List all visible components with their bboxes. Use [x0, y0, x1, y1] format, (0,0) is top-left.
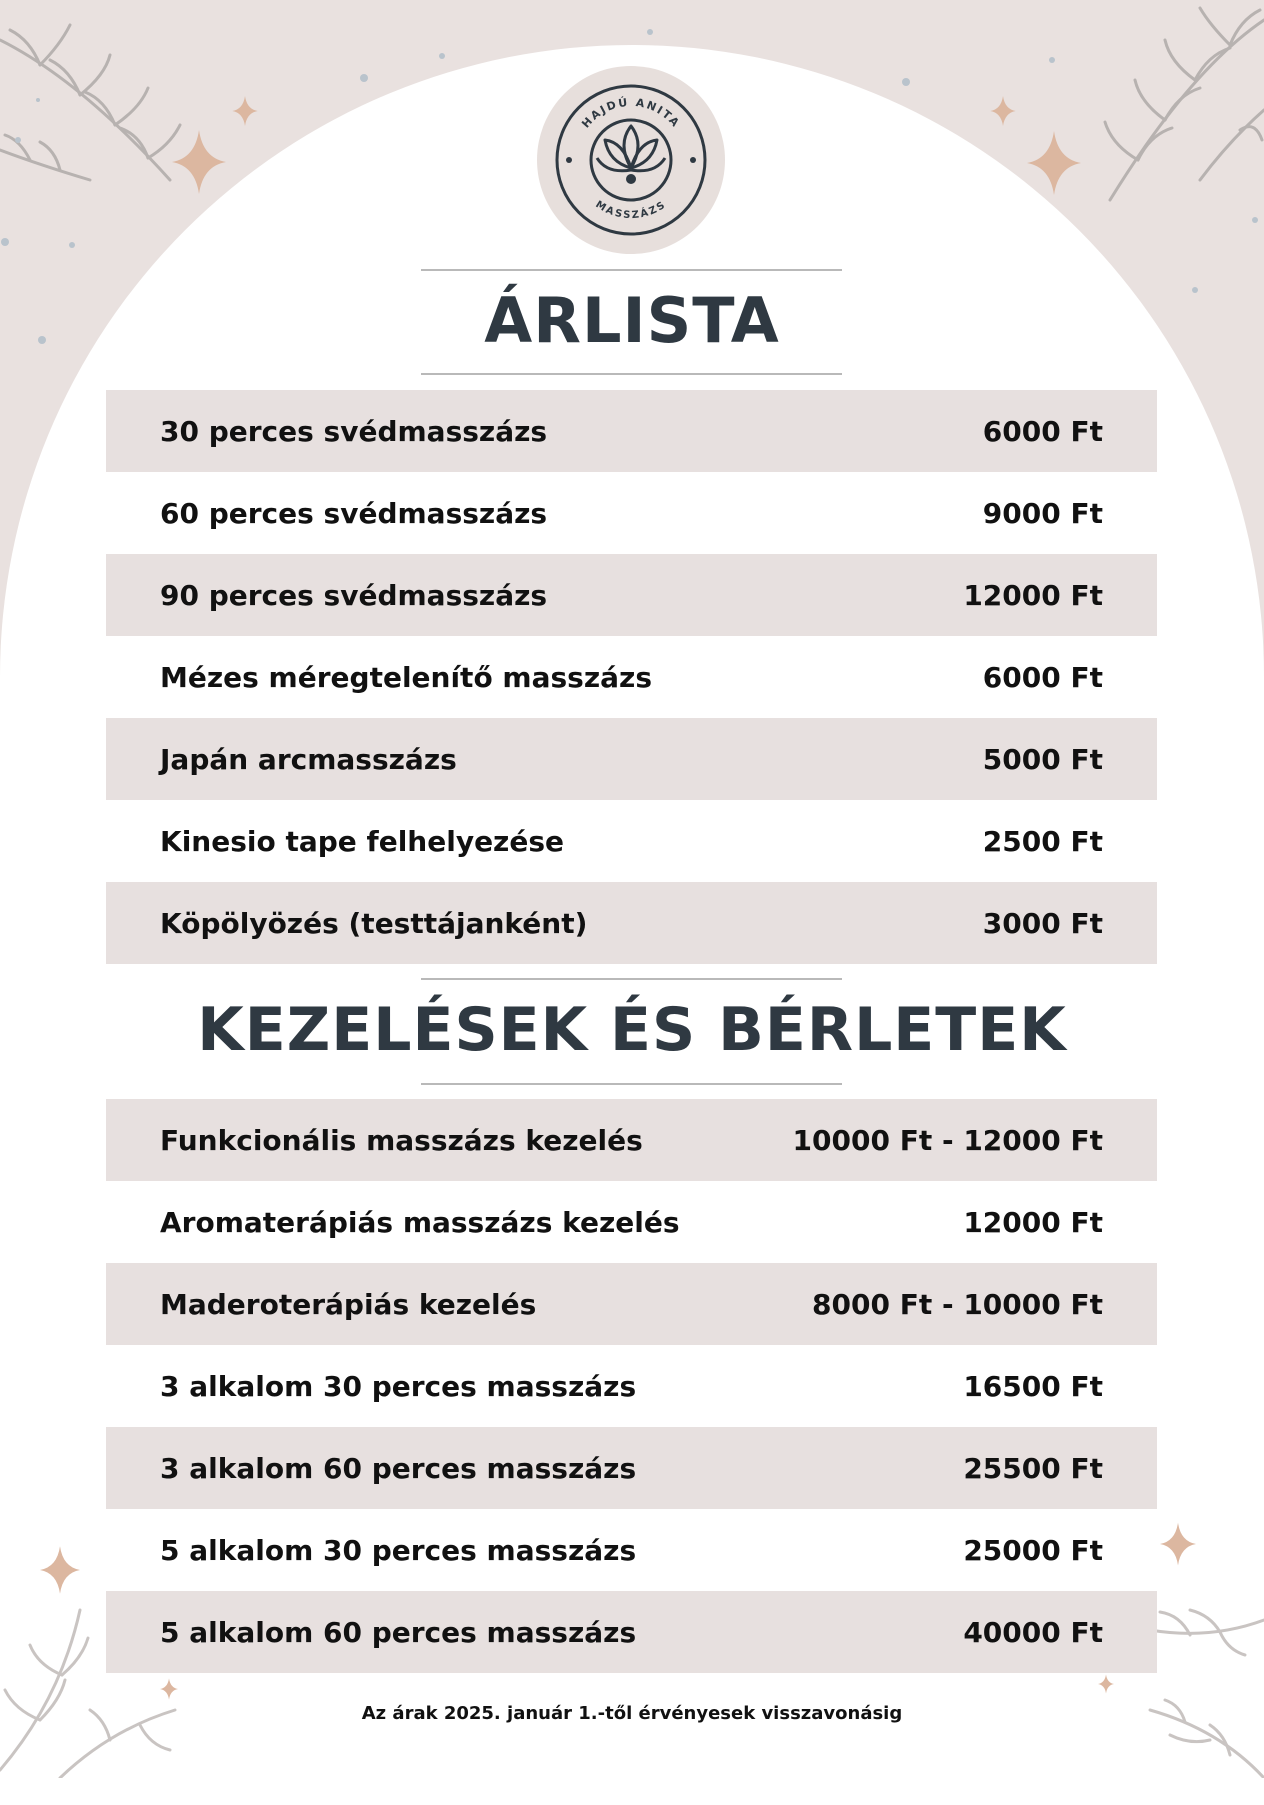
service-price: 2500 Ft — [982, 824, 1103, 858]
service-price: 9000 Ft — [982, 496, 1103, 530]
service-name: 5 alkalom 60 perces masszázs — [160, 1615, 637, 1649]
service-name: Japán arcmasszázs — [160, 742, 457, 776]
title-rule-bottom — [421, 1083, 842, 1085]
service-name: 90 perces svédmasszázs — [160, 578, 548, 612]
service-name: Mézes méregtelenítő masszázs — [160, 660, 652, 694]
price-row — [106, 1509, 1157, 1591]
price-row — [106, 1591, 1157, 1673]
section-title-arlista: ÁRLISTA — [484, 284, 780, 357]
service-price: 6000 Ft — [982, 414, 1103, 448]
price-row — [106, 1263, 1157, 1345]
brand-logo — [537, 66, 725, 254]
price-row — [106, 1099, 1157, 1181]
service-price: 16500 Ft — [963, 1369, 1103, 1403]
title-rule-bottom — [421, 373, 842, 375]
service-name: 3 alkalom 30 perces masszázs — [160, 1369, 637, 1403]
validity-note: Az árak 2025. január 1.-től érvényesek visszavonásig — [361, 1703, 903, 1724]
sparkle-icon — [160, 1678, 178, 1700]
logo-top-text: HAJDÚ ANITA — [579, 95, 683, 131]
price-row — [106, 1345, 1157, 1427]
section-title-kezelesek: KEZELÉSEK ÉS BÉRLETEK — [197, 995, 1067, 1065]
service-price: 25500 Ft — [963, 1451, 1103, 1485]
service-name: Köpölyözés (testtájanként) — [160, 906, 588, 940]
service-price: 6000 Ft — [982, 660, 1103, 694]
service-name: Aromaterápiás masszázs kezelés — [160, 1205, 680, 1239]
service-price: 12000 Ft — [963, 578, 1103, 612]
service-name: Funkcionális masszázs kezelés — [160, 1123, 643, 1157]
service-name: 30 perces svédmasszázs — [160, 414, 548, 448]
service-price: 10000 Ft - 12000 Ft — [792, 1123, 1103, 1157]
title-rule-top — [421, 978, 842, 980]
logo-bottom-text: MASSZÁZS — [593, 199, 669, 222]
service-name: Kinesio tape felhelyezése — [160, 824, 565, 858]
price-row — [106, 554, 1157, 636]
service-name: 3 alkalom 60 perces masszázs — [160, 1451, 637, 1485]
price-row — [106, 1427, 1157, 1509]
service-name: 5 alkalom 30 perces masszázs — [160, 1533, 637, 1567]
sparkle-icon — [1160, 1522, 1196, 1566]
service-name: 60 perces svédmasszázs — [160, 496, 548, 530]
sparkle-icon — [40, 1545, 80, 1595]
price-row — [106, 636, 1157, 718]
sparkle-icon — [1098, 1674, 1114, 1694]
service-price: 3000 Ft — [982, 906, 1103, 940]
price-row — [106, 718, 1157, 800]
price-row — [106, 882, 1157, 964]
service-price: 8000 Ft - 10000 Ft — [812, 1287, 1103, 1321]
price-row — [106, 390, 1157, 472]
service-price: 40000 Ft — [963, 1615, 1103, 1649]
service-price: 5000 Ft — [982, 742, 1103, 776]
price-row — [106, 472, 1157, 554]
title-rule-top — [421, 269, 842, 271]
price-row — [106, 1181, 1157, 1263]
service-price: 25000 Ft — [963, 1533, 1103, 1567]
service-name: Maderoterápiás kezelés — [160, 1287, 537, 1321]
service-price: 12000 Ft — [963, 1205, 1103, 1239]
price-row — [106, 800, 1157, 882]
